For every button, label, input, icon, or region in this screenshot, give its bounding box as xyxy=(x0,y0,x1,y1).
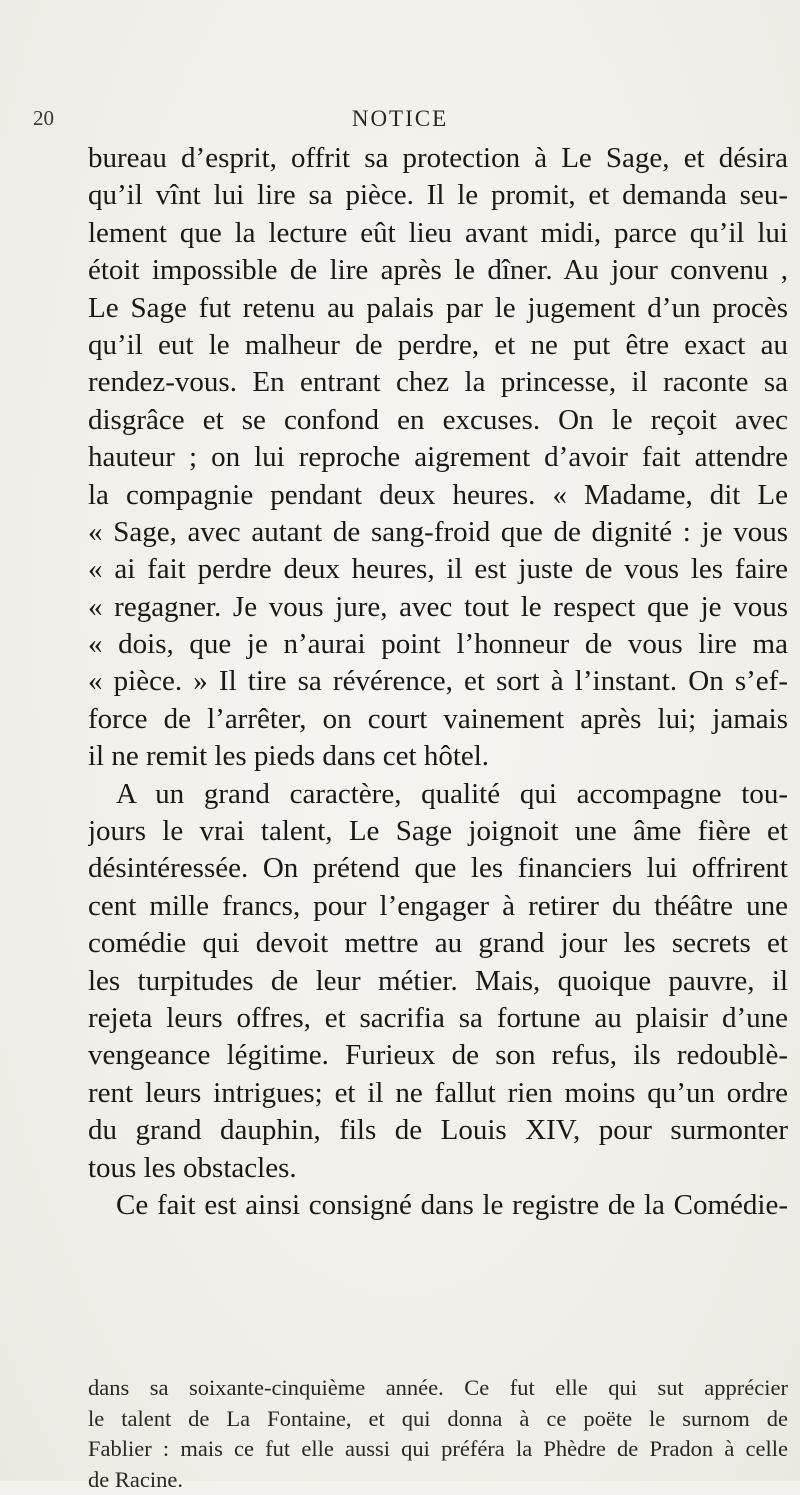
text-line: du grand dauphin, fils de Louis XIV, pour surmonter xyxy=(88,1112,788,1149)
text-line: qu’il eut le malheur de perdre, et ne put être exact au xyxy=(88,327,788,364)
text-line: jours le vrai talent, Le Sage joignoit une âme fière et xyxy=(88,813,788,850)
text-line: il ne remit les pieds dans cet hôtel. xyxy=(88,738,788,775)
text-line: tous les obstacles. xyxy=(88,1150,788,1187)
text-line: « dois, que je n’aurai point l’honneur de vous lire ma xyxy=(88,626,788,663)
footnote xyxy=(88,1373,788,1495)
text-line: rejeta leurs offres, et sacrifia sa fortune au plaisir d’une xyxy=(88,1000,788,1037)
page-header xyxy=(0,106,800,136)
text-line: la compagnie pendant deux heures. « Madame, dit Le xyxy=(88,477,788,514)
text-line: vengeance légitime. Furieux de son refus, ils redoublè- xyxy=(88,1037,788,1074)
text-line: force de l’arrêter, on court vainement après lui; jamais xyxy=(88,701,788,738)
footnote-line: le talent de La Fontaine, et qui donna à ce poëte le surnom de xyxy=(88,1404,788,1435)
text-line: comédie qui devoit mettre au grand jour les secrets et xyxy=(88,925,788,962)
text-line: rent leurs intrigues; et il ne fallut rien moins qu’un ordre xyxy=(88,1075,788,1112)
footnote-line: de Racine. xyxy=(88,1465,788,1495)
text-line: qu’il vînt lui lire sa pièce. Il le promit, et demanda seu- xyxy=(88,177,788,214)
text-line: étoit impossible de lire après le dîner. Au jour convenu , xyxy=(88,252,788,289)
text-line: A un grand caractère, qualité qui accompagne tou- xyxy=(88,776,788,813)
text-line: cent mille francs, pour l’engager à retirer du théâtre une xyxy=(88,888,788,925)
page-number: 20 xyxy=(33,106,54,131)
text-line: « Sage, avec autant de sang-froid que de dignité : je vous xyxy=(88,514,788,551)
footnote-line: Fablier : mais ce fut elle aussi qui préféra la Phèdre de Pradon à celle xyxy=(88,1434,788,1465)
text-line: « regagner. Je vous jure, avec tout le respect que je vous xyxy=(88,589,788,626)
text-line: disgrâce et se confond en excuses. On le reçoit avec xyxy=(88,402,788,439)
text-line: bureau d’esprit, offrit sa protection à Le Sage, et désira xyxy=(88,140,788,177)
text-line: hauteur ; on lui reproche aigrement d’avoir fait attendre xyxy=(88,439,788,476)
text-line: « ai fait perdre deux heures, il est juste de vous les faire xyxy=(88,551,788,588)
text-line: « pièce. » Il tire sa révérence, et sort à l’instant. On s’ef- xyxy=(88,663,788,700)
text-line: désintéressée. On prétend que les financiers lui offrirent xyxy=(88,850,788,887)
main-text xyxy=(88,140,788,1224)
text-line: Le Sage fut retenu au palais par le jugement d’un procès xyxy=(88,290,788,327)
text-line: lement que la lecture eût lieu avant midi, parce qu’il lui xyxy=(88,215,788,252)
text-line: les turpitudes de leur métier. Mais, quoique pauvre, il xyxy=(88,963,788,1000)
footnote-line: dans sa soixante-cinquième année. Ce fut elle qui sut apprécier xyxy=(88,1373,788,1404)
text-line: rendez-vous. En entrant chez la princesse, il raconte sa xyxy=(88,364,788,401)
text-line: Ce fait est ainsi consigné dans le registre de la Comédie- xyxy=(88,1187,788,1224)
running-head: NOTICE xyxy=(0,106,800,132)
